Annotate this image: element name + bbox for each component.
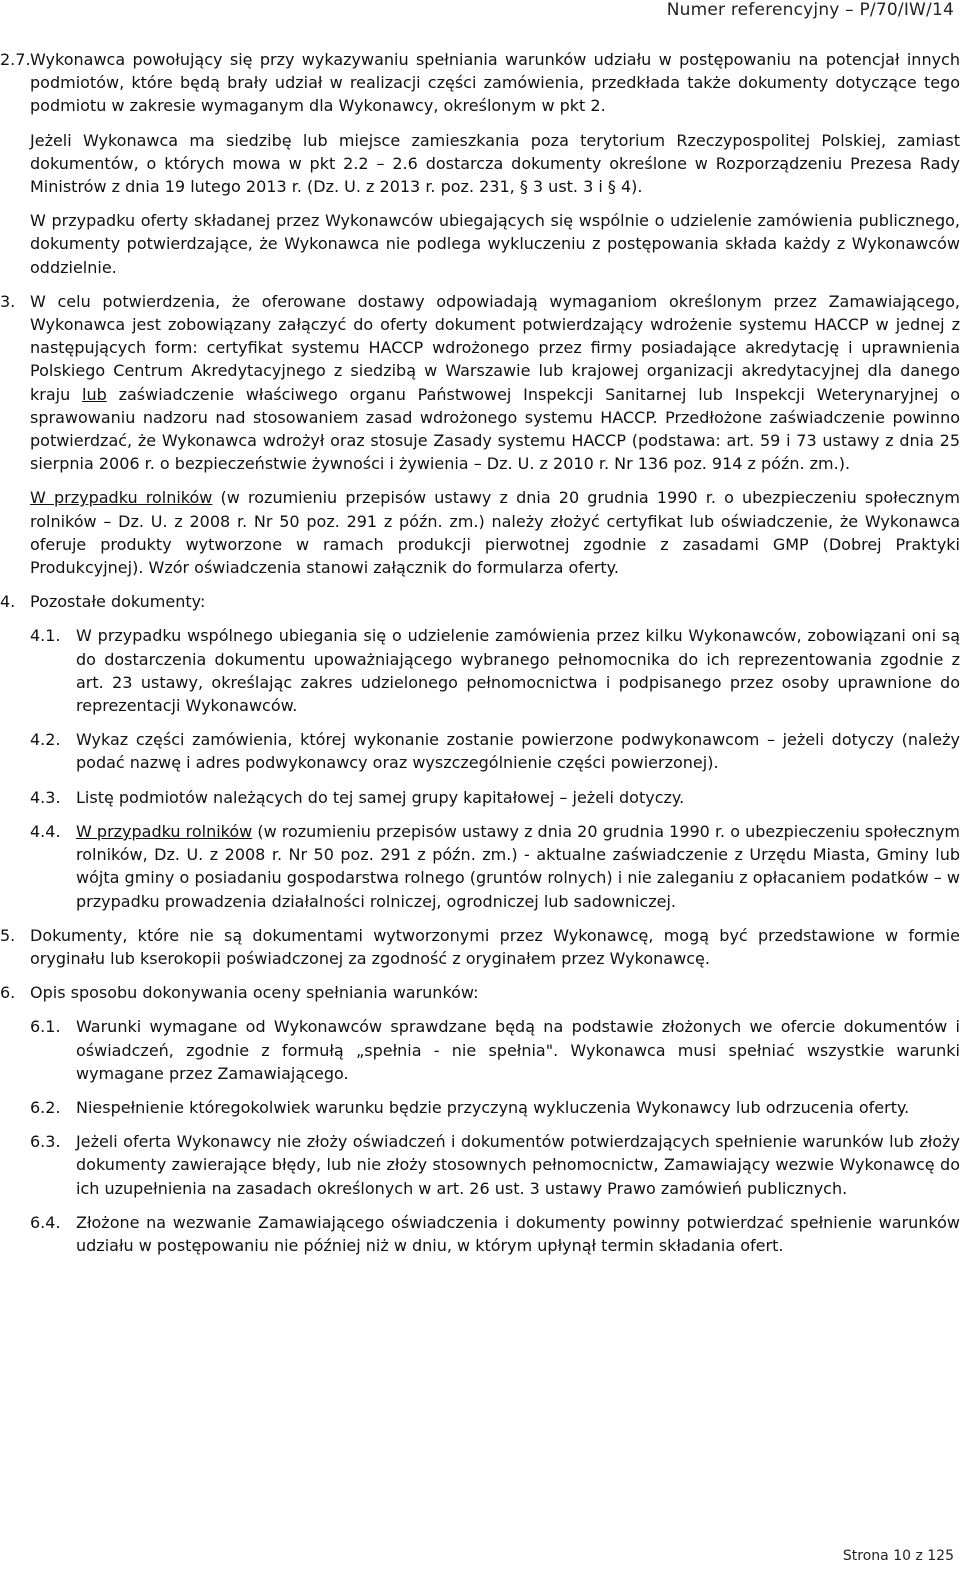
- section-2-7-paragraph-3: W przypadku oferty składanej przez Wykonawców ubiegających się wspólnie o udzielenie zamówienia publicznego, dokumenty potwierdzające, że Wykonawca nie podlega wykluczeniu z postępowania składa każdy z Wykonawców oddzielnie.: [30, 211, 960, 277]
- section-5: [0, 924, 960, 970]
- section-3-number: 3.: [0, 291, 16, 311]
- section-3-paragraph-1: W celu potwierdzenia, że oferowane dostawy odpowiadają wymaganiom określonym przez Zamawiającego, Wykonawca jest zobowiązany załączyć do oferty dokument potwierdzający wdrożenie systemu HACCP w jednej z następujących form: certyfikat systemu HACCP wdrożonego przez firmy posiadające akredytację i uprawnienia Polskiego Centrum Akredytacyjnego z siedzibą w Warszawie lub krajowej organizacji akredytacyjnej dla danego kraju lub zaświadczenie właściwego organu Państwowej Inspekcji Sanitarnej lub Inspekcji Weterynaryjnej o sprawowaniu nadzoru nad stosowaniem zasad wdrożonego systemu HACCP. Przedłożone zaświadczenie powinno potwierdzać, że Wykonawca wdrożył oraz stosuje Zasady systemu HACCP (podstawa: art. 59 i 73 ustawy z dnia 25 sierpnia 2006 r. o bezpieczeństwie żywności i żywienia – Dz. U. z 2010 r. Nr 136 poz. 914 z późn. zm.).: [30, 291, 960, 474]
- item-4-1: 4.1. W przypadku wspólnego ubiegania się o udzielenie zamówienia przez kilku Wykonawców, zobowiązani oni są do dostarczenia dokumentu upoważniającego wybranego pełnomocnika do ich reprezentowania zgodnie z art. 23 ustawy, określając zakres udzielonego pełnomocnictwa i podpisanego przez osoby uprawnione do reprezentacji Wykonawców.: [30, 626, 960, 716]
- section-2-7-paragraph-1: Wykonawca powołujący się przy wykazywaniu spełniania warunków udziału w postępowaniu na potencjał innych podmiotów, które będą brały udział w realizacji części zamówienia, przedkłada także dokumenty dotyczące tego podmiotu w zakresie wymaganym dla Wykonawcy, określonym w pkt 2.: [30, 50, 960, 116]
- section-5-text: Dokumenty, które nie są dokumentami wytworzonymi przez Wykonawcę, mogą być przedstawione w formie oryginału lub kserokopii poświadczonej za zgodność z oryginałem przez Wykonawcę.: [30, 925, 960, 968]
- item-4-2: 4.2. Wykaz części zamówienia, której wykonanie zostanie powierzone podwykonawcom – jeżeli dotyczy (należy podać nazwę i adres podwykonawcy oraz wyszczególnienie części powierzonej).: [30, 730, 960, 773]
- document-body: [0, 48, 960, 1257]
- item-6-4: 6.4. Złożone na wezwanie Zamawiającego oświadczenia i dokumenty powinny potwierdzać spełnienie warunków udziału w postępowaniu nie później niż w dniu, w którym upłynął termin składania ofert.: [30, 1212, 960, 1255]
- item-4-4: 4.4. W przypadku rolników (w rozumieniu przepisów ustawy z dnia 20 grudnia 1990 r. o ubezpieczeniu społecznym rolników, Dz. U. z 2008 r. Nr 50 poz. 291 z późn. zm.) - aktualne zaświadczenie z Urzędu Miasta, Gminy lub wójta gminy o posiadaniu gospodarstwa rolnego (gruntów rolnych) i nie zaleganiu z opłacaniem podatków – w przypadku prowadzenia działalności rolniczej, ogrodniczej lub sadowniczej.: [30, 821, 960, 911]
- item-4-3: 4.3. Listę podmiotów należących do tej samej grupy kapitałowej – jeżeli dotyczy.: [30, 787, 685, 807]
- item-6-2: 6.2. Niespełnienie któregokolwiek warunku będzie przyczyną wykluczenia Wykonawcy lub odrzucenia oferty.: [30, 1097, 910, 1117]
- page-number: Strona 10 z 125: [842, 1548, 954, 1564]
- item-6-3: 6.3. Jeżeli oferta Wykonawcy nie złoży oświadczeń i dokumentów potwierdzających spełnienie warunków lub złoży dokumenty zawierające błędy, lub nie złoży stosownych pełnomocnictw, Zamawiający wezwie Wykonawcę do ich uzupełnienia na zasadach określonych w art. 26 ust. 3 ustawy Prawo zamówień publicznych.: [30, 1132, 960, 1198]
- section-6-number: 6.: [0, 983, 16, 1003]
- section-6-title: Opis sposobu dokonywania oceny spełniania warunków:: [30, 983, 479, 1003]
- section-6: [0, 981, 960, 1004]
- section-4-number: 4.: [0, 592, 16, 612]
- reference-number: Numer referencyjny – P/70/IW/14: [666, 0, 954, 20]
- item-6-1: 6.1. Warunki wymagane od Wykonawców sprawdzane będą na podstawie złożonych we ofercie dokumentów i oświadczeń, zgodnie z formułą „spełnia - nie spełnia". Wykonawca musi spełniać wszystkie warunki wymagane przez Zamawiającego.: [30, 1017, 960, 1083]
- section-3-paragraph-2: W przypadku rolników (w rozumieniu przepisów ustawy z dnia 20 grudnia 1990 r. o ubezpieczeniu społecznym rolników – Dz. U. z 2008 r. Nr 50 poz. 291 z późn. zm.) należy złożyć certyfikat lub oświadczenie, że Wykonawca oferuje produkty wytworzone w ramach produkcji pierwotnej zgodnie z zasadami GMP (Dobrej Praktyki Produkcyjnej). Wzór oświadczenia stanowi załącznik do formularza oferty.: [30, 488, 960, 578]
- section-4: [0, 590, 960, 613]
- section-2-7-paragraph-2: Jeżeli Wykonawca ma siedzibę lub miejsce zamieszkania poza terytorium Rzeczypospolitej Polskiej, zamiast dokumentów, o których mowa w pkt 2.2 – 2.6 dostarcza dokumenty określone w Rozporządzeniu Prezesa Rady Ministrów z dnia 19 lutego 2013 r. (Dz. U. z 2013 r. poz. 231, § 3 ust. 3 i § 4).: [30, 130, 960, 197]
- section-2-7-number: 2.7.: [0, 50, 31, 69]
- section-3: [0, 290, 960, 476]
- section-4-title: Pozostałe dokumenty:: [30, 592, 206, 612]
- section-5-number: 5.: [0, 925, 16, 945]
- section-2-7: [0, 48, 960, 118]
